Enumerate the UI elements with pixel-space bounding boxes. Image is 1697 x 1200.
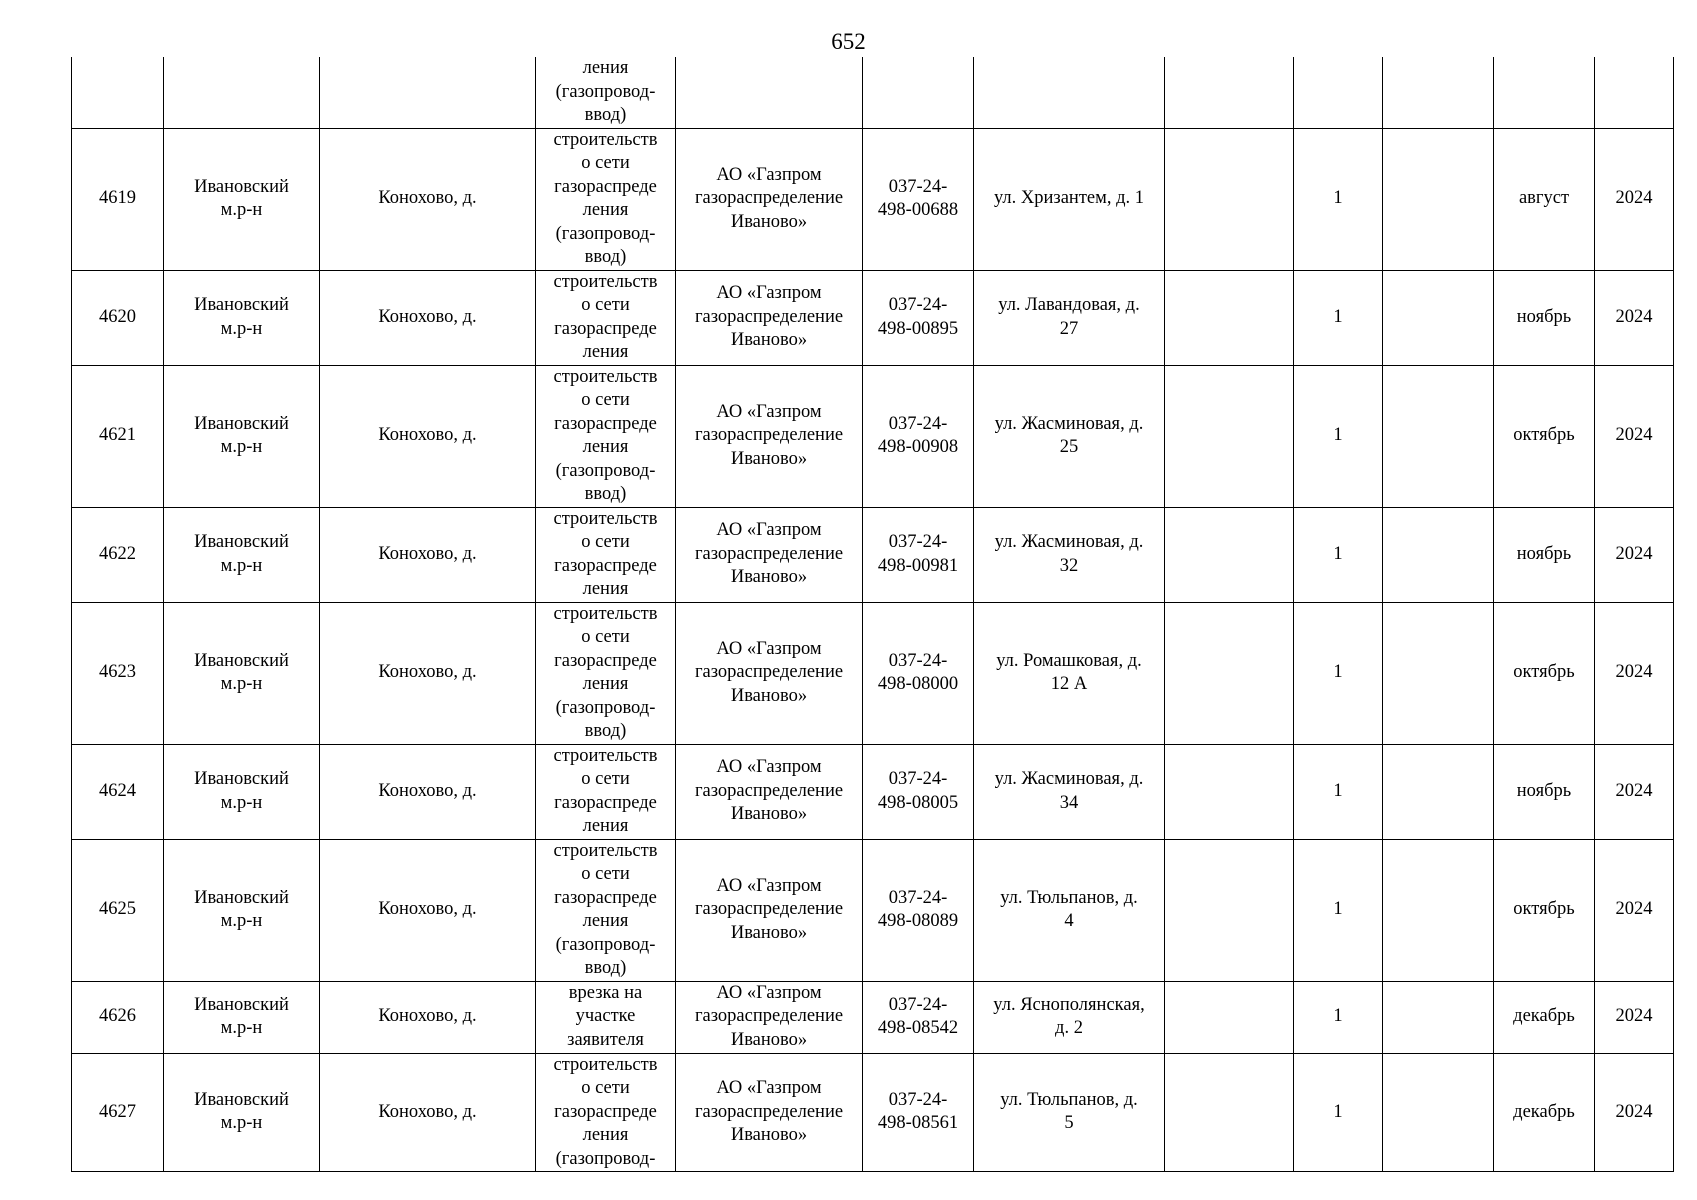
cell-count: 1 <box>1294 839 1383 981</box>
cell-district <box>164 744 320 839</box>
code-line: 498-08000 <box>877 674 959 694</box>
address-line: ул. Жасминовая, д. <box>994 413 1144 434</box>
cell-address <box>974 57 1165 128</box>
gasification-table <box>71 57 1674 1172</box>
work-line: ления <box>582 437 629 457</box>
work-line: (газопровод- <box>555 1148 656 1169</box>
code-line: 037-24- <box>888 994 948 1015</box>
cell-code <box>863 270 974 365</box>
address-line: 5 <box>1064 1113 1074 1134</box>
cell-organization <box>676 365 863 507</box>
cell-month: декабрь <box>1494 1053 1595 1172</box>
cell-locality: Конохово, д. <box>320 365 536 507</box>
cell-month: октябрь <box>1494 602 1595 744</box>
organization-line: газораспределение <box>694 899 844 920</box>
cell-num <box>72 57 164 128</box>
work-line: (газопровод- <box>555 460 656 481</box>
work-line: врезка на <box>568 982 643 1003</box>
district-line: м.р-н <box>220 437 263 457</box>
cell-locality: Конохово, д. <box>320 507 536 602</box>
organization-line: Иваново» <box>730 211 808 232</box>
cell-district <box>164 128 320 270</box>
work-line: газораспреде <box>554 176 657 197</box>
work-line: о сети <box>581 1078 630 1098</box>
code-line: 037-24- <box>888 532 948 552</box>
organization-line: газораспределение <box>694 306 844 327</box>
work-line: газораспреде <box>554 413 657 434</box>
organization-line: газораспределение <box>694 188 844 209</box>
cell-count: 1 <box>1294 981 1383 1053</box>
organization-line: АО «Газпром <box>716 164 822 185</box>
cell-organization <box>676 57 863 128</box>
cell-col8 <box>1165 839 1294 981</box>
cell-address <box>974 602 1165 744</box>
cell-col8 <box>1165 128 1294 270</box>
cell-locality: Конохово, д. <box>320 839 536 981</box>
work-line: (газопровод- <box>555 934 656 955</box>
cell-count: 1 <box>1294 270 1383 365</box>
work-line: (газопровод- <box>555 223 656 244</box>
cell-address <box>974 744 1165 839</box>
cell-count: 1 <box>1294 602 1383 744</box>
cell-work-type <box>536 744 676 839</box>
cell-locality: Конохово, д. <box>320 744 536 839</box>
organization-line: АО «Газпром <box>716 283 822 304</box>
district-line: Ивановский <box>194 887 289 908</box>
cell-work-type <box>536 507 676 602</box>
cell-code <box>863 1053 974 1172</box>
cell-address <box>974 365 1165 507</box>
cell-num: 4624 <box>72 744 164 839</box>
cell-col8 <box>1165 1053 1294 1172</box>
cell-address <box>974 1053 1165 1172</box>
work-line: строительств <box>553 129 658 150</box>
cell-col10 <box>1383 270 1494 365</box>
cell-code <box>863 602 974 744</box>
cell-month: ноябрь <box>1494 507 1595 602</box>
cell-year: 2024 <box>1595 1053 1674 1172</box>
cell-num: 4626 <box>72 981 164 1053</box>
district-line: Ивановский <box>194 650 289 671</box>
cell-col10 <box>1383 744 1494 839</box>
cell-year: 2024 <box>1595 365 1674 507</box>
work-line: (газопровод- <box>555 81 656 102</box>
organization-line: Иваново» <box>730 922 808 943</box>
cell-num: 4621 <box>72 365 164 507</box>
cell-year: 2024 <box>1595 602 1674 744</box>
cell-district <box>164 839 320 981</box>
district-line: м.р-н <box>220 1113 263 1134</box>
address-line: 27 <box>1059 318 1079 339</box>
cell-code <box>863 839 974 981</box>
code-line: 037-24- <box>888 1089 948 1110</box>
district-line: Ивановский <box>194 1089 289 1110</box>
cell-col8 <box>1165 744 1294 839</box>
cell-year: 2024 <box>1595 839 1674 981</box>
district-line: м.р-н <box>220 318 263 339</box>
work-line: ления <box>582 1125 629 1145</box>
cell-col10 <box>1383 507 1494 602</box>
district-line: Ивановский <box>194 176 289 197</box>
cell-col10 <box>1383 839 1494 981</box>
district-line: Ивановский <box>194 994 289 1015</box>
cell-organization <box>676 507 863 602</box>
cell-col8 <box>1165 981 1294 1053</box>
organization-line: Иваново» <box>730 330 808 351</box>
work-line: (газопровод- <box>555 697 656 718</box>
organization-line: газораспределение <box>694 1101 844 1122</box>
table-body <box>72 57 1674 1172</box>
code-line: 498-00895 <box>877 318 959 339</box>
cell-organization <box>676 744 863 839</box>
cell-num: 4623 <box>72 602 164 744</box>
work-line: о сети <box>581 295 630 315</box>
address-line: ул. Тюльпанов, д. <box>1000 1089 1138 1110</box>
work-line: строительств <box>553 271 658 292</box>
work-line: ввод) <box>584 958 627 978</box>
work-line: газораспреде <box>554 555 657 576</box>
code-line: 498-08561 <box>877 1113 959 1134</box>
district-line: Ивановский <box>194 295 289 315</box>
cell-work-type <box>536 365 676 507</box>
organization-line: газораспределение <box>694 1006 844 1027</box>
cell-col8 <box>1165 270 1294 365</box>
cell-locality <box>320 57 536 128</box>
organization-line: АО «Газпром <box>716 638 822 659</box>
work-line: газораспреде <box>554 792 657 813</box>
organization-line: газораспределение <box>694 780 844 801</box>
code-line: 037-24- <box>888 887 948 908</box>
cell-work-type <box>536 57 676 128</box>
organization-line: АО «Газпром <box>716 875 822 896</box>
cell-work-type <box>536 1053 676 1172</box>
organization-line: газораспределение <box>694 662 844 683</box>
work-line: ввод) <box>584 484 627 504</box>
cell-district <box>164 1053 320 1172</box>
work-line: строительств <box>553 508 658 529</box>
work-line: ления <box>582 579 629 599</box>
organization-line: Иваново» <box>730 804 808 825</box>
table-row-continuation <box>72 57 1674 128</box>
address-line: ул. Жасминовая, д. <box>994 769 1144 789</box>
work-line: о сети <box>581 532 630 552</box>
address-line: ул. Хризантем, д. 1 <box>993 188 1144 209</box>
district-line: м.р-н <box>220 792 263 813</box>
cell-code <box>863 365 974 507</box>
cell-district <box>164 602 320 744</box>
table-row <box>72 507 1674 602</box>
work-line: ления <box>582 674 629 694</box>
cell-month: ноябрь <box>1494 270 1595 365</box>
work-line: ления <box>582 200 629 220</box>
work-line: о сети <box>581 390 630 410</box>
district-line: м.р-н <box>220 674 263 694</box>
organization-line: АО «Газпром <box>716 520 822 541</box>
organization-line: газораспределение <box>694 543 844 564</box>
cell-col10 <box>1383 57 1494 128</box>
code-line: 498-08089 <box>877 911 959 931</box>
work-line: строительств <box>553 603 658 624</box>
organization-line: Иваново» <box>730 1029 808 1050</box>
cell-district <box>164 981 320 1053</box>
cell-address <box>974 839 1165 981</box>
district-line: м.р-н <box>220 911 263 931</box>
cell-num: 4620 <box>72 270 164 365</box>
cell-address <box>974 507 1165 602</box>
work-line: о сети <box>581 769 630 789</box>
address-line: ул. Лавандовая, д. <box>998 295 1140 315</box>
work-line: ления <box>582 816 629 836</box>
table-row <box>72 981 1674 1053</box>
work-line: строительств <box>553 840 658 861</box>
cell-count <box>1294 57 1383 128</box>
district-line: м.р-н <box>220 200 263 220</box>
cell-code <box>863 507 974 602</box>
work-line: строительств <box>553 745 658 766</box>
cell-col8 <box>1165 602 1294 744</box>
cell-organization <box>676 981 863 1053</box>
cell-col10 <box>1383 128 1494 270</box>
cell-month: октябрь <box>1494 365 1595 507</box>
work-line: ввод) <box>584 721 627 741</box>
organization-line: Иваново» <box>730 448 808 469</box>
cell-district <box>164 270 320 365</box>
table-row <box>72 602 1674 744</box>
cell-num: 4622 <box>72 507 164 602</box>
cell-address <box>974 128 1165 270</box>
address-line: ул. Тюльпанов, д. <box>1000 887 1138 908</box>
cell-count: 1 <box>1294 744 1383 839</box>
cell-month: ноябрь <box>1494 744 1595 839</box>
cell-organization <box>676 839 863 981</box>
address-line: 25 <box>1059 437 1079 457</box>
cell-year: 2024 <box>1595 507 1674 602</box>
work-line: о сети <box>581 627 630 647</box>
cell-month: декабрь <box>1494 981 1595 1053</box>
cell-locality: Конохово, д. <box>320 270 536 365</box>
district-line: м.р-н <box>220 555 263 576</box>
work-line: строительств <box>553 1054 658 1075</box>
work-line: строительств <box>553 366 658 387</box>
cell-col8 <box>1165 507 1294 602</box>
table-row <box>72 270 1674 365</box>
district-line: м.р-н <box>220 1018 263 1038</box>
cell-count: 1 <box>1294 1053 1383 1172</box>
work-line: газораспреде <box>554 650 657 671</box>
organization-line: Иваново» <box>730 567 808 588</box>
cell-col10 <box>1383 365 1494 507</box>
cell-year: 2024 <box>1595 744 1674 839</box>
organization-line: газораспределение <box>694 425 844 446</box>
district-line: Ивановский <box>194 532 289 552</box>
cell-num: 4627 <box>72 1053 164 1172</box>
cell-locality: Конохово, д. <box>320 602 536 744</box>
district-line: Ивановский <box>194 769 289 789</box>
cell-organization <box>676 1053 863 1172</box>
code-line: 498-00908 <box>877 437 959 457</box>
cell-organization <box>676 602 863 744</box>
table-row <box>72 1053 1674 1172</box>
cell-district <box>164 365 320 507</box>
cell-work-type <box>536 602 676 744</box>
cell-col8 <box>1165 365 1294 507</box>
code-line: 037-24- <box>888 769 948 789</box>
organization-line: АО «Газпром <box>716 401 822 422</box>
cell-col10 <box>1383 602 1494 744</box>
cell-year: 2024 <box>1595 128 1674 270</box>
organization-line: АО «Газпром <box>716 757 822 778</box>
work-line: о сети <box>581 864 630 884</box>
table-row <box>72 365 1674 507</box>
district-line: Ивановский <box>194 413 289 434</box>
work-line: газораспреде <box>554 1101 657 1122</box>
cell-col10 <box>1383 981 1494 1053</box>
address-line: 32 <box>1059 555 1079 576</box>
address-line: 12 А <box>1050 674 1088 694</box>
code-line: 037-24- <box>888 650 948 671</box>
cell-code <box>863 128 974 270</box>
address-line: д. 2 <box>1055 1018 1083 1038</box>
code-line: 498-08005 <box>877 792 959 813</box>
code-line: 498-00981 <box>877 555 959 576</box>
cell-count: 1 <box>1294 365 1383 507</box>
cell-locality: Конохово, д. <box>320 128 536 270</box>
code-line: 498-00688 <box>877 200 959 220</box>
cell-year: 2024 <box>1595 981 1674 1053</box>
cell-count: 1 <box>1294 507 1383 602</box>
organization-line: АО «Газпром <box>716 1078 822 1098</box>
code-line: 037-24- <box>888 176 948 197</box>
cell-month: август <box>1494 128 1595 270</box>
cell-code <box>863 57 974 128</box>
code-line: 037-24- <box>888 295 948 315</box>
address-line: ул. Жасминовая, д. <box>994 532 1144 552</box>
address-line: ул. Ромашковая, д. <box>996 650 1142 671</box>
cell-code <box>863 981 974 1053</box>
work-line: ления <box>582 342 629 362</box>
work-line: ввод) <box>584 247 627 267</box>
cell-address <box>974 981 1165 1053</box>
cell-work-type <box>536 270 676 365</box>
page-number: 652 <box>831 29 866 54</box>
organization-line: Иваново» <box>730 685 808 706</box>
cell-locality: Конохово, д. <box>320 981 536 1053</box>
work-line: ления <box>582 911 629 931</box>
cell-col8 <box>1165 57 1294 128</box>
cell-locality: Конохово, д. <box>320 1053 536 1172</box>
address-line: 4 <box>1064 911 1074 931</box>
cell-count: 1 <box>1294 128 1383 270</box>
table-row <box>72 744 1674 839</box>
cell-work-type <box>536 839 676 981</box>
work-line: о сети <box>581 153 630 173</box>
work-line: участке <box>575 1006 636 1026</box>
code-line: 498-08542 <box>877 1018 959 1038</box>
cell-work-type <box>536 128 676 270</box>
cell-year <box>1595 57 1674 128</box>
cell-district <box>164 507 320 602</box>
cell-district <box>164 57 320 128</box>
work-line: ления <box>582 58 629 78</box>
organization-line: АО «Газпром <box>716 982 822 1003</box>
cell-col10 <box>1383 1053 1494 1172</box>
code-line: 037-24- <box>888 413 948 434</box>
work-line: заявителя <box>567 1029 644 1050</box>
cell-year: 2024 <box>1595 270 1674 365</box>
work-line: ввод) <box>584 105 627 125</box>
cell-code <box>863 744 974 839</box>
organization-line: Иваново» <box>730 1125 808 1145</box>
address-line: ул. Яснополянская, <box>993 994 1145 1015</box>
table-row <box>72 128 1674 270</box>
table-row <box>72 839 1674 981</box>
work-line: газораспреде <box>554 887 657 908</box>
cell-num: 4625 <box>72 839 164 981</box>
work-line: газораспреде <box>554 318 657 339</box>
cell-work-type <box>536 981 676 1053</box>
cell-organization <box>676 270 863 365</box>
cell-month: октябрь <box>1494 839 1595 981</box>
cell-organization <box>676 128 863 270</box>
cell-address <box>974 270 1165 365</box>
address-line: 34 <box>1059 792 1079 813</box>
cell-month <box>1494 57 1595 128</box>
cell-num: 4619 <box>72 128 164 270</box>
